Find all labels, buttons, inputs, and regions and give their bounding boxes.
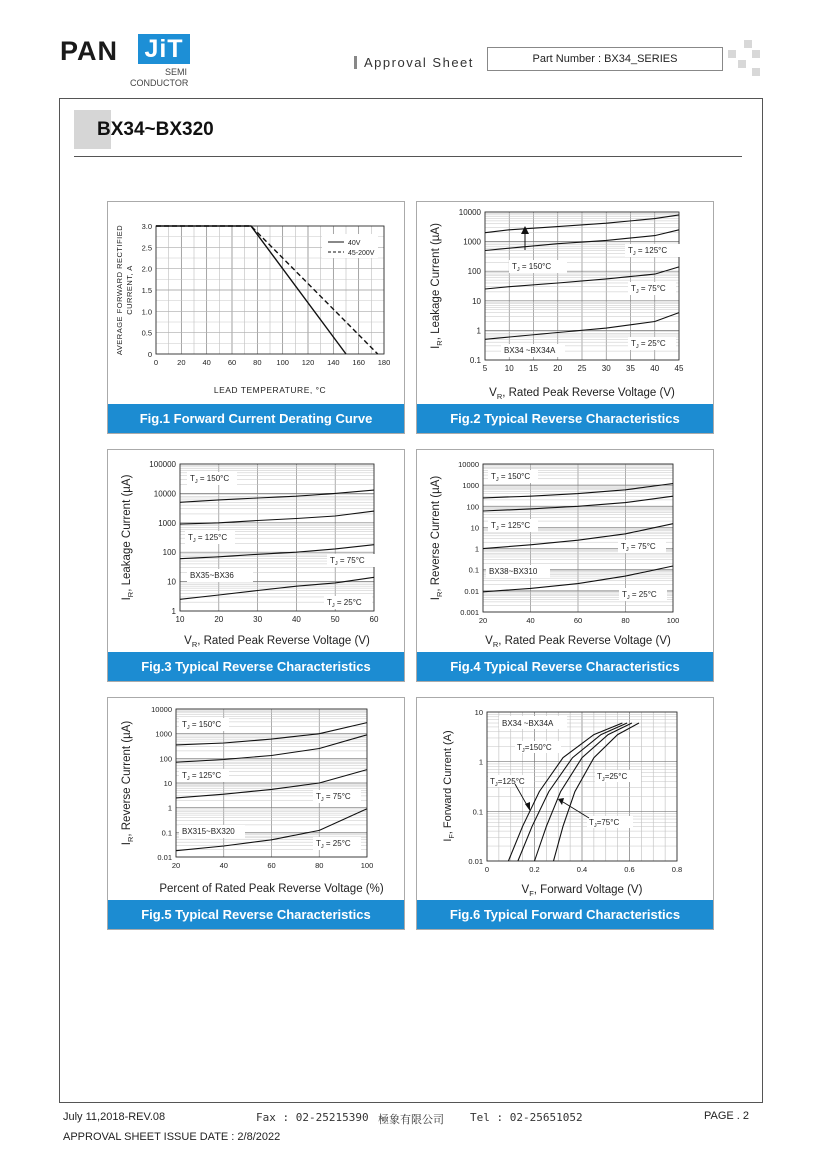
fig4-series-label-4: $T_J = 25^\circ C$ <box>622 590 657 601</box>
fig6-panel <box>416 697 714 930</box>
fig3-xtick-label: 20 <box>214 615 224 624</box>
footer-fax: Fax : 02-25215390 <box>256 1111 369 1124</box>
title-bar-decoration <box>354 56 357 69</box>
fig6-ytick-label: 1 <box>478 757 483 767</box>
fig4-xtick-label: 40 <box>526 616 535 625</box>
fig2-panel <box>416 201 714 434</box>
sheet-title: Approval Sheet <box>364 55 474 70</box>
fig1-xtick-label: 120 <box>301 358 315 367</box>
fig3-series-label-1: $T_J = 150^\circ C$ <box>190 474 230 485</box>
fig6-ytick-label: 10 <box>474 708 483 717</box>
fig2-xtick-label: 20 <box>553 364 563 373</box>
fig4-series-label-3: $T_J = 75^\circ C$ <box>621 542 656 553</box>
fig2-arrow-head <box>521 226 529 234</box>
fig3-series-line-2 <box>180 511 374 524</box>
fig4-xtick-label: 60 <box>573 616 583 625</box>
fig3-panel <box>107 449 405 682</box>
fig1-xtick-label: 140 <box>327 358 340 367</box>
fig4-ytick-label: 100 <box>466 502 479 512</box>
fig3-ytick-label: 100000 <box>149 460 176 469</box>
fig3-caption: Fig.3 Typical Reverse Characteristics <box>108 652 404 681</box>
logo-subtitle-semi: SEMI <box>165 67 188 77</box>
fig1-ylabel-line1: AVERAGE FORWARD RECTIFIED <box>115 224 124 356</box>
fig4-chart <box>417 450 713 652</box>
fig3-ytick-label: 10000 <box>153 489 176 499</box>
fig4-device-label: BX38~BX310 <box>489 567 538 576</box>
fig1-xtick-label: 100 <box>276 358 289 367</box>
fig1-xtick-label: 20 <box>177 358 186 367</box>
fig6-series-label-4: $T_J=75^\circ C$ <box>589 818 620 829</box>
fig4-ytick-label: 0.01 <box>464 586 479 596</box>
fig3-xtick-label: 30 <box>253 615 263 624</box>
fig4-ytick-label: 0.1 <box>468 565 479 575</box>
fig6-series-label-2: $T_J=125^\circ C$ <box>490 777 525 788</box>
logo-text: PAN <box>60 36 119 66</box>
fig5-ytick-label: 1 <box>167 803 172 813</box>
fig5-device-label: BX315~BX320 <box>182 827 235 836</box>
fig1-xtick-label: 0 <box>153 358 159 367</box>
fig4-panel <box>416 449 714 682</box>
fig6-xtick-label: 0 <box>484 865 490 874</box>
fig1-caption: Fig.1 Forward Current Derating Curve <box>108 404 404 433</box>
fig2-ytick-label: 0.1 <box>469 356 481 365</box>
fig2-series-label-1: $T_J = 150^\circ C$ <box>512 262 552 273</box>
fig3-xtick-label: 50 <box>330 615 340 624</box>
part-number-box: Part Number : BX34_SERIES <box>487 47 723 71</box>
fig2-xtick-label: 25 <box>577 364 587 373</box>
fig5-ytick-label: 1000 <box>155 729 172 739</box>
fig3-ytick-label: 100 <box>162 548 176 558</box>
fig5-xtick-label: 40 <box>219 861 228 870</box>
fig1-ytick-label: 0 <box>147 350 152 359</box>
fig3-chart <box>108 450 404 652</box>
fig1-ytick-label: 1.5 <box>141 286 152 295</box>
fig4-ytick-label: 1 <box>474 544 479 554</box>
fig1-xtick-label: 80 <box>253 358 262 367</box>
fig5-xtick-label: 80 <box>315 861 324 870</box>
fig6-pointer-75-head <box>558 798 564 805</box>
logo-subtitle-conductor: CONDUCTOR <box>130 78 189 88</box>
title-divider <box>74 156 742 157</box>
fig6-device-label: BX34 ~BX34A <box>502 719 554 728</box>
fig2-xtick-label: 30 <box>601 364 611 373</box>
fig5-series-label-3: $T_J = 75^\circ C$ <box>316 792 351 803</box>
fig4-ytick-label: 10000 <box>458 460 479 469</box>
fig5-ytick-label: 100 <box>159 754 172 764</box>
fig1-ytick-label: 1.0 <box>141 307 152 317</box>
fig2-series-label-4: $T_J = 25^\circ C$ <box>631 339 666 350</box>
fig1-legend-label-2: 45-200V <box>348 250 375 257</box>
fig1-ylabel-line2: CURRENT, A <box>125 265 134 315</box>
fig2-xlabel: $V_R$, Rated Peak Reverse Voltage (V) <box>489 387 675 401</box>
footer-date-revision: July 11,2018-REV.08 <box>63 1111 166 1123</box>
fig5-xtick-label: 20 <box>171 861 181 870</box>
fig1-legend-label-1: 40V <box>348 240 361 247</box>
footer-tel: Tel : 02-25651052 <box>470 1111 583 1124</box>
fig4-xtick-label: 20 <box>478 616 488 625</box>
fig3-xlabel: $V_R$, Rated Peak Reverse Voltage (V) <box>184 635 370 649</box>
fig6-xtick-label: 0.4 <box>576 865 588 874</box>
fig3-xtick-label: 60 <box>369 615 379 624</box>
fig2-xtick-label: 45 <box>674 364 684 373</box>
footer-issue-date: APPROVAL SHEET ISSUE DATE : 2/8/2022 <box>63 1131 281 1143</box>
fig5-series-label-1: $T_J = 150^\circ C$ <box>182 720 222 731</box>
fig3-xtick-label: 40 <box>291 615 301 624</box>
fig2-xtick-label: 40 <box>650 364 660 373</box>
fig1-ytick-label: 3.0 <box>141 222 152 231</box>
fig5-panel <box>107 697 405 930</box>
fig5-caption: Fig.5 Typical Reverse Characteristics <box>108 900 404 929</box>
fig2-xtick-label: 10 <box>504 364 514 373</box>
fig1-chart <box>108 202 404 404</box>
fig2-xtick-label: 5 <box>482 364 488 373</box>
fig5-ylabel: $I_R$, Reverse Current (µA) <box>121 720 135 846</box>
fig3-series-label-3: $T_J = 75^\circ C$ <box>330 556 365 567</box>
fig4-xtick-label: 80 <box>621 616 630 625</box>
fig4-ytick-label: 10 <box>470 523 479 533</box>
fig6-xtick-label: 0.2 <box>529 865 540 874</box>
fig6-xtick-label: 0.8 <box>671 865 683 874</box>
fig5-ytick-label: 10 <box>163 779 172 788</box>
fig6-chart <box>417 698 713 900</box>
fig3-ytick-label: 1000 <box>158 518 176 528</box>
fig6-series-label-3: $T_J=25^\circ C$ <box>597 772 628 783</box>
fig2-series-label-2: $T_J = 125^\circ C$ <box>628 246 668 257</box>
fig1-xtick-label: 160 <box>352 358 365 367</box>
page-title: BX34~BX320 <box>97 119 214 140</box>
logo-accent: JiT <box>138 34 190 64</box>
fig2-ytick-label: 100 <box>467 267 481 277</box>
fig4-ytick-label: 1000 <box>462 481 479 491</box>
fig5-xlabel: Percent of Rated Peak Reverse Voltage (%) <box>159 883 384 895</box>
fig3-ytick-label: 10 <box>167 577 176 587</box>
fig1-ytick-label: 2.5 <box>141 243 152 253</box>
fig1-ytick-label: 2.0 <box>141 264 152 274</box>
fig1-panel <box>107 201 405 434</box>
fig6-xlabel: $V_F$, Forward Voltage (V) <box>521 884 643 898</box>
fig3-ylabel: $I_R$, Leakage Current (µA) <box>121 474 135 601</box>
fig2-chart <box>417 202 713 404</box>
fig5-series-label-2: $T_J = 125^\circ C$ <box>182 771 222 782</box>
fig1-ytick-label: 0.5 <box>141 328 152 338</box>
fig5-ytick-label: 10000 <box>151 705 172 714</box>
fig2-caption: Fig.2 Typical Reverse Characteristics <box>417 404 713 433</box>
fig6-ytick-label: 0.01 <box>468 857 483 866</box>
fig3-device-label: BX35~BX36 <box>190 571 234 580</box>
fig5-xtick-label: 60 <box>267 861 276 870</box>
fig5-xtick-label: 100 <box>360 861 374 870</box>
fig4-xtick-label: 100 <box>666 616 680 625</box>
fig5-ytick-label: 0.1 <box>161 828 172 838</box>
fig1-xtick-label: 40 <box>202 358 211 367</box>
fig6-ylabel: $I_F$, Forward Current (A) <box>442 730 456 842</box>
fig6-xtick-label: 0.6 <box>624 865 635 874</box>
fig2-ylabel: $I_R$, Leakage Current (µA) <box>430 223 444 349</box>
fig2-device-label: BX34 ~BX34A <box>504 346 556 355</box>
fig2-xtick-label: 15 <box>529 364 538 373</box>
fig6-series-line-3 <box>554 723 640 861</box>
fig6-series-label-1: $T_J=150^\circ C$ <box>517 743 552 754</box>
fig5-series-label-4: $T_J = 25^\circ C$ <box>316 839 351 850</box>
fig2-ytick-label: 10000 <box>458 208 481 217</box>
fig1-xtick-label: 60 <box>227 358 237 367</box>
footer-company: 極象有限公司 <box>378 1114 444 1126</box>
fig4-ylabel: $I_R$, Reverse Current (µA) <box>430 475 444 601</box>
fig3-xtick-label: 10 <box>175 615 185 624</box>
fig2-ytick-label: 10 <box>472 296 481 306</box>
fig4-ytick-label: 0.001 <box>460 608 479 617</box>
fig4-series-label-2: $T_J = 125^\circ C$ <box>491 521 531 532</box>
fig4-series-label-1: $T_J = 150^\circ C$ <box>491 472 531 483</box>
fig1-legend <box>322 234 378 258</box>
fig2-series-label-3: $T_J = 75^\circ C$ <box>631 284 666 295</box>
fig6-ytick-label: 0.1 <box>472 807 483 817</box>
fig2-ytick-label: 1 <box>476 326 481 336</box>
fig4-caption: Fig.4 Typical Reverse Characteristics <box>417 652 713 681</box>
fig1-xlabel: LEAD TEMPERATURE, °C <box>213 385 327 395</box>
fig3-series-label-2: $T_J = 125^\circ C$ <box>188 533 228 544</box>
decorative-squares <box>728 40 768 80</box>
fig6-caption: Fig.6 Typical Forward Characteristics <box>417 900 713 929</box>
fig3-series-label-4: $T_J = 25^\circ C$ <box>327 598 362 609</box>
fig2-xtick-label: 35 <box>626 364 635 373</box>
fig3-ytick-label: 1 <box>171 607 176 616</box>
fig5-chart <box>108 698 404 900</box>
footer-page-number: PAGE . 2 <box>704 1110 750 1122</box>
fig2-ytick-label: 1000 <box>463 237 481 247</box>
fig4-xlabel: $V_R$, Rated Peak Reverse Voltage (V) <box>485 635 671 649</box>
fig5-ytick-label: 0.01 <box>157 853 172 862</box>
fig1-xtick-label: 180 <box>377 358 391 367</box>
